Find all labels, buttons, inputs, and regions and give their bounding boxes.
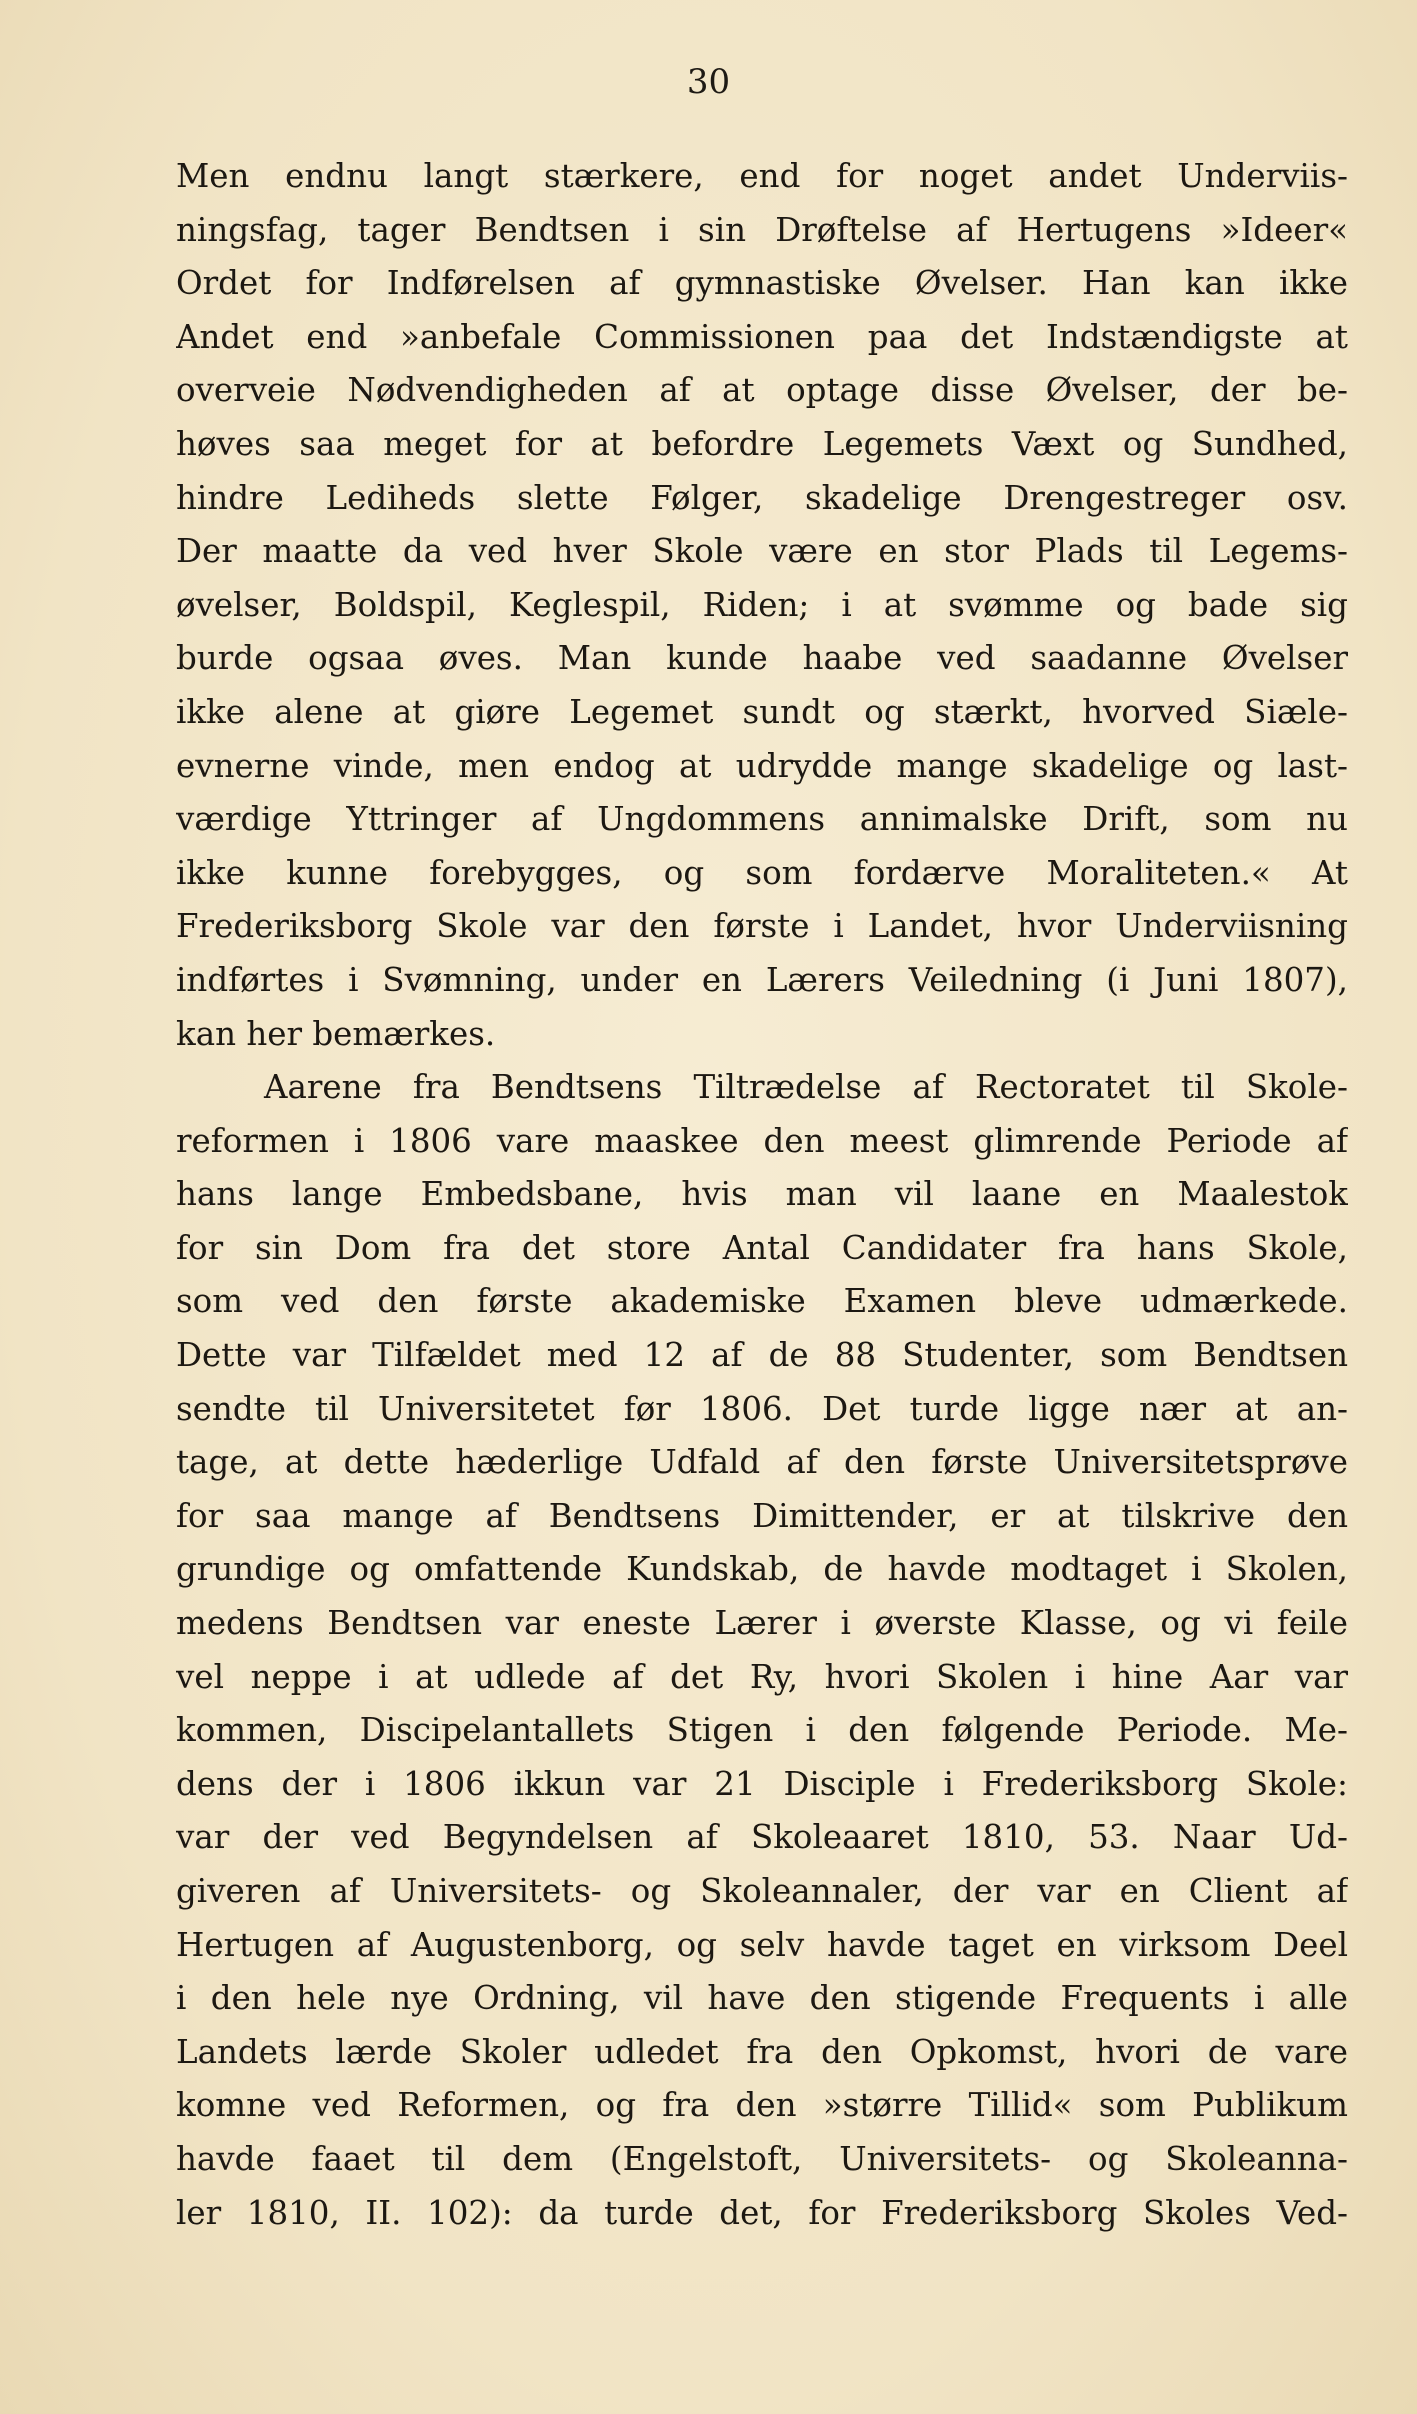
text-line: for sin Dom fra det store Antal Candidater fra hans Skole, — [176, 1228, 1348, 1267]
text-line: kommen, Discipelantallets Stigen i den følgende Periode. Me- — [176, 1711, 1348, 1750]
text-line: høves saa meget for at befordre Legemets Væxt og Sundhed, — [176, 424, 1348, 463]
text-line: evnerne vinde, men endog at udrydde mange skadelige og last- — [176, 746, 1348, 785]
text-line: ikke kunne forebygges, og som fordærve Moraliteten.« At — [176, 853, 1348, 892]
text-line: var der ved Begyndelsen af Skoleaaret 1810, 53. Naar Ud- — [176, 1818, 1348, 1857]
text-line: Aarene fra Bendtsens Tiltrædelse af Rectoratet til Skole- — [264, 1068, 1348, 1107]
page-number: 30 — [686, 62, 731, 102]
text-line: havde faaet til dem (Engelstoft, Universitets- og Skoleanna- — [176, 2139, 1348, 2178]
text-line: i den hele nye Ordning, vil have den stigende Frequents i alle — [176, 1979, 1348, 2018]
text-line: kan her bemærkes. — [176, 1014, 496, 1053]
text-line: ningsfag, tager Bendtsen i sin Drøftelse af Hertugens »Ideer« — [176, 210, 1348, 249]
text-line: Dette var Tilfældet med 12 af de 88 Studenter, som Bendtsen — [176, 1336, 1348, 1375]
text-line: ler 1810, II. 102): da turde det, for Frederiksborg Skoles Ved- — [176, 2193, 1348, 2232]
text-line: medens Bendtsen var eneste Lærer i øverste Klasse, og vi feile — [176, 1604, 1348, 1643]
text-line: Frederiksborg Skole var den første i Landet, hvor Underviisning — [176, 907, 1348, 946]
text-line: giveren af Universitets- og Skoleannaler, der var en Client af — [176, 1872, 1348, 1910]
text-line: vel neppe i at udlede af det Ry, hvori Skolen i hine Aar var — [176, 1657, 1348, 1696]
text-line: overveie Nødvendigheden af at optage disse Øvelser, der be- — [176, 371, 1348, 410]
text-line: Hertugen af Augustenborg, og selv havde taget en virksom Deel — [176, 1925, 1348, 1964]
text-line: ikke alene at giøre Legemet sundt og stærkt, hvorved Siæle- — [176, 692, 1348, 731]
text-line: hindre Lediheds slette Følger, skadelige Drengestreger osv. — [176, 478, 1348, 517]
text-line: dens der i 1806 ikkun var 21 Disciple i Frederiksborg Skole: — [176, 1764, 1348, 1803]
paragraph-2 — [176, 1061, 1348, 2240]
text-line: Der maatte da ved hver Skole være en stor Plads til Legems- — [176, 532, 1348, 571]
text-line: grundige og omfattende Kundskab, de havde modtaget i Skolen, — [176, 1550, 1348, 1589]
text-line: for saa mange af Bendtsens Dimittender, er at tilskrive den — [176, 1496, 1348, 1535]
text-line: komne ved Reformen, og fra den »større Tillid« som Publikum — [176, 2086, 1348, 2125]
text-line: indførtes i Svømning, under en Lærers Veiledning (i Juni 1807), — [176, 960, 1348, 999]
text-line: som ved den første akademiske Examen bleve udmærkede. — [176, 1282, 1348, 1321]
text-line: Men endnu langt stærkere, end for noget andet Underviis- — [176, 157, 1348, 195]
paragraph-1 — [176, 150, 1348, 1061]
text-line: værdige Yttringer af Ungdommens annimalske Drift, som nu — [176, 800, 1348, 839]
text-line: burde ogsaa øves. Man kunde haabe ved saadanne Øvelser — [176, 639, 1348, 678]
text-line: Andet end »anbefale Commissionen paa det Indstændigste at — [176, 317, 1348, 356]
body-text — [176, 150, 1348, 2240]
text-line: øvelser, Boldspil, Keglespil, Riden; i at svømme og bade sig — [176, 585, 1348, 624]
text-line: Landets lærde Skoler udledet fra den Opkomst, hvori de vare — [176, 2032, 1348, 2071]
text-line: reformen i 1806 vare maaskee den meest glimrende Periode af — [176, 1121, 1348, 1160]
text-line: Ordet for Indførelsen af gymnastiske Øvelser. Han kan ikke — [176, 264, 1348, 303]
text-line: sendte til Universitetet før 1806. Det turde ligge nær at an- — [176, 1389, 1348, 1428]
text-line: hans lange Embedsbane, hvis man vil laane en Maalestok — [176, 1175, 1348, 1214]
text-line: tage, at dette hæderlige Udfald af den første Universitetsprøve — [176, 1443, 1348, 1482]
